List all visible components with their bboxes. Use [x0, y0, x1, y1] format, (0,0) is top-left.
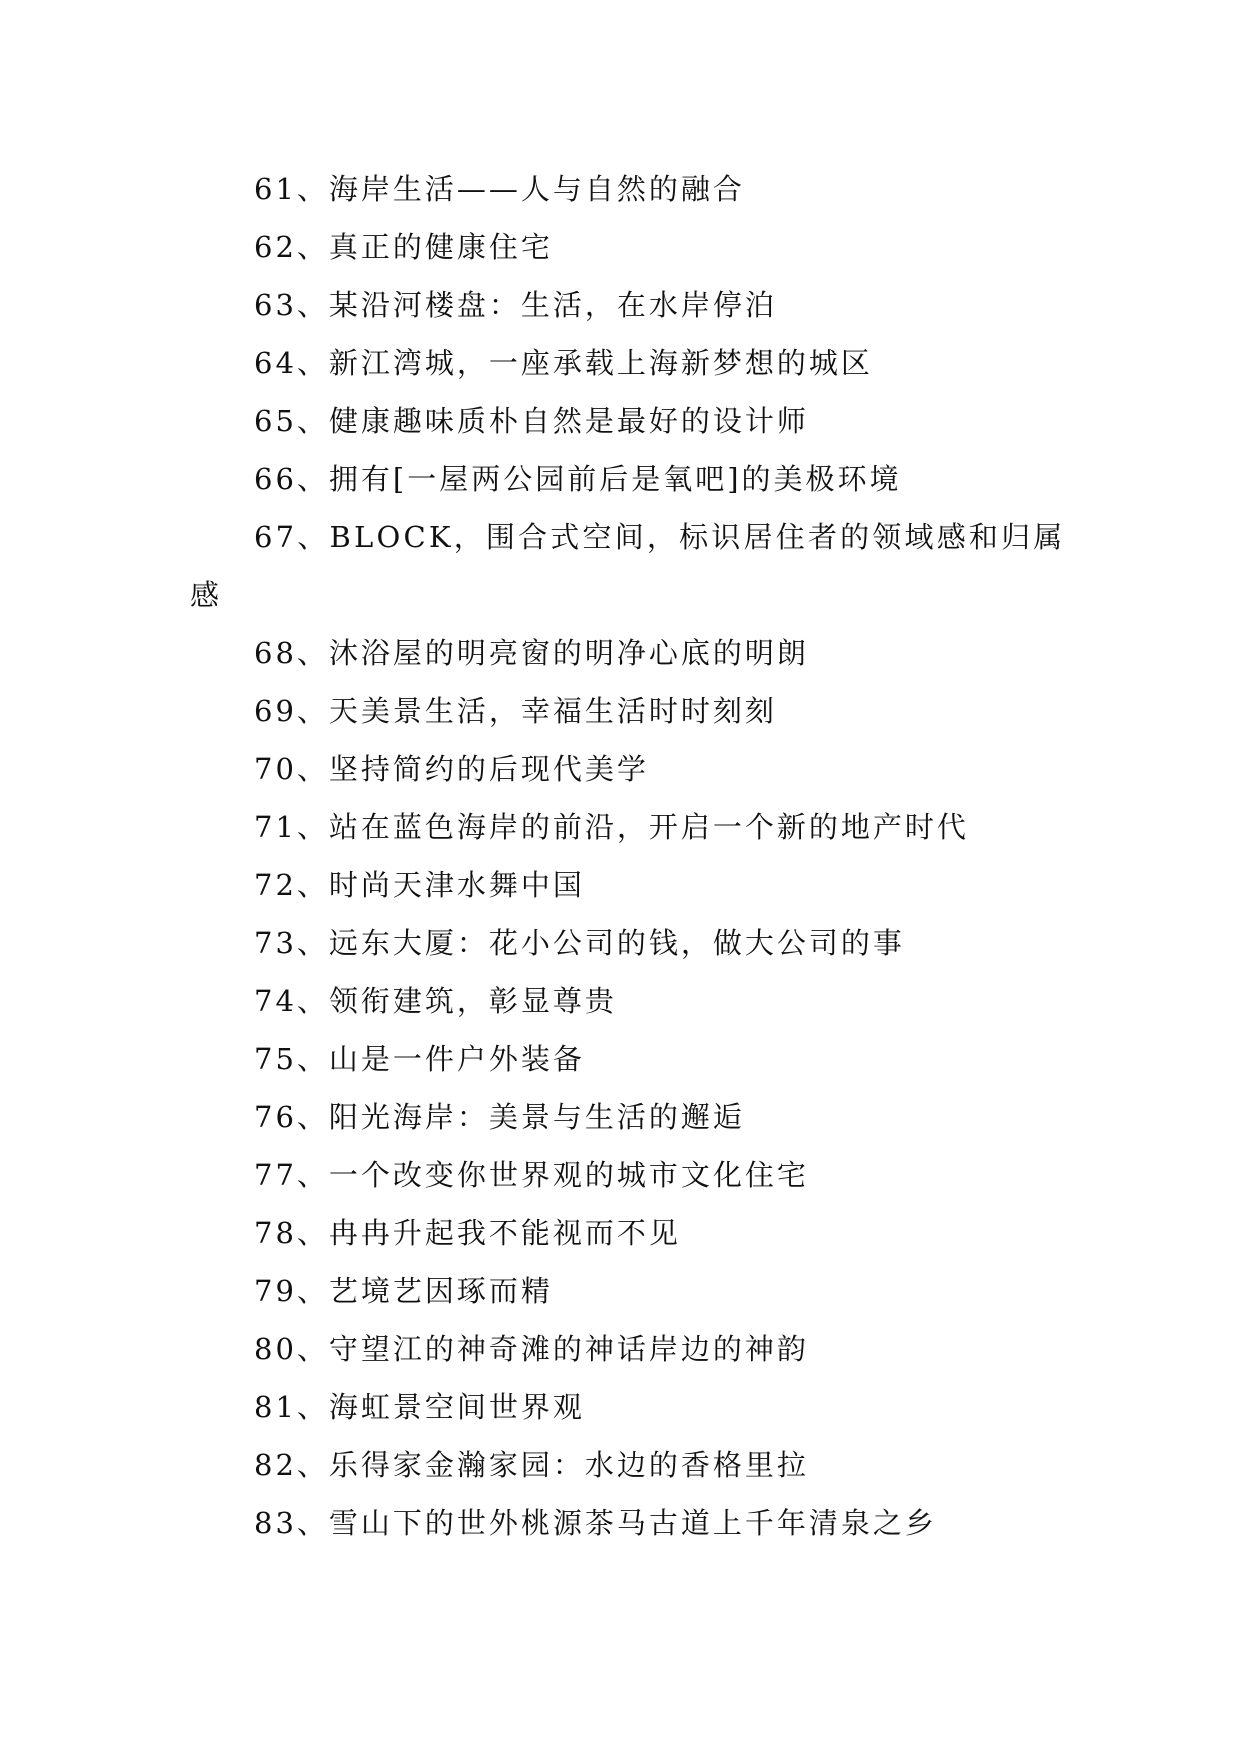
list-item [0, 392, 1241, 450]
slogan-list [0, 160, 1241, 1552]
list-item [0, 1320, 1241, 1378]
list-item-text: 70、坚持简约的后现代美学 [254, 752, 649, 786]
list-item [0, 1494, 1241, 1552]
list-item [0, 1436, 1241, 1494]
list-item [0, 856, 1241, 914]
list-item-text: 81、海虹景空间世界观 [254, 1390, 585, 1424]
list-item [0, 740, 1241, 798]
list-item-text: 77、一个改变你世界观的城市文化住宅 [254, 1158, 809, 1192]
list-item-text: 69、天美景生活，幸福生活时时刻刻 [254, 694, 777, 728]
list-item [0, 334, 1241, 392]
list-item-text: 64、新江湾城，一座承载上海新梦想的城区 [254, 346, 873, 380]
list-item-text: 75、山是一件户外装备 [254, 1042, 585, 1076]
list-item-text: 68、沐浴屋的明亮窗的明净心底的明朗 [254, 636, 809, 670]
list-item-text: 66、拥有[一屋两公园前后是氧吧]的美极环境 [254, 462, 902, 496]
list-item [0, 276, 1241, 334]
list-item-text-line2: 感 [190, 578, 223, 612]
list-item-text: 65、健康趣味质朴自然是最好的设计师 [254, 404, 809, 438]
list-item [0, 450, 1241, 508]
list-item [0, 1088, 1241, 1146]
list-item-text: 82、乐得家金瀚家园：水边的香格里拉 [254, 1448, 809, 1482]
list-item-text: 76、阳光海岸：美景与生活的邂逅 [254, 1100, 745, 1134]
list-item-wrapped [0, 508, 1241, 624]
list-item-text: 80、守望江的神奇滩的神话岸边的神韵 [254, 1332, 809, 1366]
list-item [0, 1204, 1241, 1262]
list-item [0, 160, 1241, 218]
list-item [0, 1378, 1241, 1436]
list-item [0, 1262, 1241, 1320]
list-item-text: 63、某沿河楼盘：生活，在水岸停泊 [254, 288, 777, 322]
list-item [0, 972, 1241, 1030]
list-item-text: 61、海岸生活——人与自然的融合 [254, 172, 745, 206]
list-item-text: 62、真正的健康住宅 [254, 230, 553, 264]
list-item-text: 74、领衔建筑，彰显尊贵 [254, 984, 617, 1018]
list-item-text-line1: 67、BLOCK，围合式空间，标识居住者的领域感和归属 [254, 520, 1066, 554]
list-item-text: 83、雪山下的世外桃源茶马古道上千年清泉之乡 [254, 1506, 937, 1540]
list-item [0, 624, 1241, 682]
list-item-text: 73、远东大厦：花小公司的钱，做大公司的事 [254, 926, 905, 960]
list-item-text: 71、站在蓝色海岸的前沿，开启一个新的地产时代 [254, 810, 969, 844]
list-item-text: 72、时尚天津水舞中国 [254, 868, 585, 902]
list-item-text: 79、艺境艺因琢而精 [254, 1274, 553, 1308]
list-item [0, 218, 1241, 276]
list-item [0, 798, 1241, 856]
list-item-text: 78、冉冉升起我不能视而不见 [254, 1216, 681, 1250]
list-item [0, 1146, 1241, 1204]
list-item [0, 914, 1241, 972]
list-item [0, 1030, 1241, 1088]
list-item [0, 682, 1241, 740]
